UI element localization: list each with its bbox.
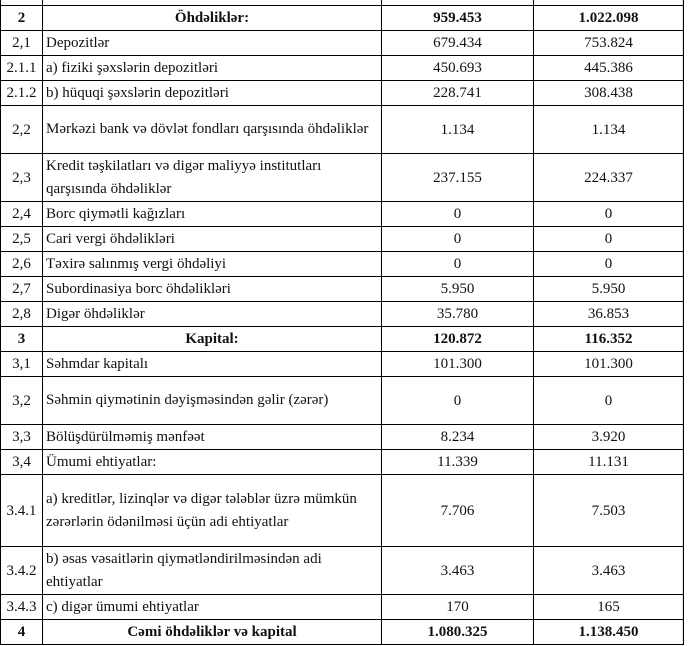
value-col1-cell[interactable]: 170	[382, 595, 534, 620]
row-label-cell[interactable]: a) kreditlər, lizinqlər və digər tələblər üzrə mümkün zərərlərin ödənilməsi üçün adi ehtiyatlar	[43, 475, 382, 547]
row-number-cell[interactable]: 2,7	[1, 277, 43, 302]
row-label-cell[interactable]: Bölüşdürülməmiş mənfəət	[43, 425, 382, 450]
value-col2-cell[interactable]: 5.950	[534, 277, 684, 302]
row-number-cell[interactable]: 2.1.2	[1, 81, 43, 106]
value-col1-cell[interactable]: 11.339	[382, 450, 534, 475]
value-col1-cell[interactable]: 450.693	[382, 56, 534, 81]
value-col1-cell[interactable]: 7.706	[382, 475, 534, 547]
row-number-cell[interactable]: 3.4.1	[1, 475, 43, 547]
row-label-cell[interactable]: Ümumi ehtiyatlar:	[43, 450, 382, 475]
value-col2-cell[interactable]: 0	[534, 252, 684, 277]
value-col2-cell[interactable]: 36.853	[534, 302, 684, 327]
table-row	[1, 450, 684, 475]
value-col1-cell[interactable]: 5.950	[382, 277, 534, 302]
value-col1-cell[interactable]: 0	[382, 202, 534, 227]
value-col2-cell[interactable]: 224.337	[534, 154, 684, 202]
row-number-cell[interactable]: 3,1	[1, 352, 43, 377]
table-row	[1, 202, 684, 227]
row-label-cell[interactable]: a) fiziki şəxslərin depozitləri	[43, 56, 382, 81]
table-row	[1, 595, 684, 620]
row-number-cell[interactable]: 2,4	[1, 202, 43, 227]
value-col1-cell[interactable]: 0	[382, 252, 534, 277]
table-row	[1, 425, 684, 450]
row-number-cell[interactable]: 2,6	[1, 252, 43, 277]
value-col2-cell[interactable]: 445.386	[534, 56, 684, 81]
row-label-cell[interactable]: Səhmin qiymətinin dəyişməsindən gəlir (zərər)	[43, 377, 382, 425]
table-row	[1, 277, 684, 302]
value-col1-cell[interactable]: 1.134	[382, 106, 534, 154]
row-label-cell[interactable]: c) digər ümumi ehtiyatlar	[43, 595, 382, 620]
value-col2-cell[interactable]: 753.824	[534, 31, 684, 56]
table-row	[1, 154, 684, 202]
value-col1-cell[interactable]: 8.234	[382, 425, 534, 450]
value-col2-cell[interactable]: 0	[534, 202, 684, 227]
row-label-cell[interactable]: b) əsas vəsaitlərin qiymətləndirilməsindən adi ehtiyatlar	[43, 547, 382, 595]
row-number-cell[interactable]: 2,5	[1, 227, 43, 252]
value-col2-cell[interactable]: 1.134	[534, 106, 684, 154]
table-row	[1, 327, 684, 352]
row-number-cell[interactable]: 4	[1, 620, 43, 645]
row-label-cell[interactable]: Kapital:	[43, 327, 382, 352]
value-col2-cell[interactable]: 1.138.450	[534, 620, 684, 645]
value-col2-cell[interactable]: 3.920	[534, 425, 684, 450]
row-label-cell[interactable]: Subordinasiya borc öhdəlikləri	[43, 277, 382, 302]
value-col1-cell[interactable]: 35.780	[382, 302, 534, 327]
value-col1-cell[interactable]: 120.872	[382, 327, 534, 352]
value-col2-cell[interactable]: 0	[534, 377, 684, 425]
table-row	[1, 620, 684, 645]
value-col2-cell[interactable]: 7.503	[534, 475, 684, 547]
row-label-cell[interactable]: Kredit təşkilatları və digər maliyyə institutları qarşısında öhdəliklər	[43, 154, 382, 202]
table-row	[1, 302, 684, 327]
value-col2-cell[interactable]: 1.022.098	[534, 6, 684, 31]
table-row	[1, 377, 684, 425]
value-col1-cell[interactable]: 679.434	[382, 31, 534, 56]
row-number-cell[interactable]: 2	[1, 6, 43, 31]
row-number-cell[interactable]: 3.4.3	[1, 595, 43, 620]
row-number-cell[interactable]: 3,4	[1, 450, 43, 475]
table-row	[1, 475, 684, 547]
row-label-cell[interactable]: Depozitlər	[43, 31, 382, 56]
table-row	[1, 56, 684, 81]
value-col2-cell[interactable]: 101.300	[534, 352, 684, 377]
table-row	[1, 81, 684, 106]
table-row	[1, 106, 684, 154]
row-number-cell[interactable]: 2,3	[1, 154, 43, 202]
value-col2-cell[interactable]: 0	[534, 227, 684, 252]
row-number-cell[interactable]: 2.1.1	[1, 56, 43, 81]
row-number-cell[interactable]: 2,1	[1, 31, 43, 56]
table-row	[1, 31, 684, 56]
value-col2-cell[interactable]: 11.131	[534, 450, 684, 475]
table-row	[1, 6, 684, 31]
row-label-cell[interactable]: b) hüquqi şəxslərin depozitləri	[43, 81, 382, 106]
value-col1-cell[interactable]: 1.080.325	[382, 620, 534, 645]
row-number-cell[interactable]: 2,2	[1, 106, 43, 154]
row-number-cell[interactable]: 3	[1, 327, 43, 352]
row-number-cell[interactable]: 3,3	[1, 425, 43, 450]
row-label-cell[interactable]: Cari vergi öhdəlikləri	[43, 227, 382, 252]
row-label-cell[interactable]: Digər öhdəliklər	[43, 302, 382, 327]
value-col1-cell[interactable]: 0	[382, 377, 534, 425]
table-body	[1, 0, 684, 645]
table-row	[1, 352, 684, 377]
value-col1-cell[interactable]: 101.300	[382, 352, 534, 377]
value-col1-cell[interactable]: 3.463	[382, 547, 534, 595]
value-col1-cell[interactable]: 228.741	[382, 81, 534, 106]
value-col2-cell[interactable]: 3.463	[534, 547, 684, 595]
value-col2-cell[interactable]: 116.352	[534, 327, 684, 352]
value-col2-cell[interactable]: 308.438	[534, 81, 684, 106]
table-row	[1, 227, 684, 252]
row-label-cell[interactable]: Cəmi öhdəliklər və kapital	[43, 620, 382, 645]
row-label-cell[interactable]: Təxirə salınmış vergi öhdəliyi	[43, 252, 382, 277]
table-row	[1, 252, 684, 277]
row-number-cell[interactable]: 3,2	[1, 377, 43, 425]
table-row	[1, 547, 684, 595]
row-label-cell[interactable]: Səhmdar kapitalı	[43, 352, 382, 377]
row-label-cell[interactable]: Öhdəliklər:	[43, 6, 382, 31]
value-col1-cell[interactable]: 0	[382, 227, 534, 252]
row-label-cell[interactable]: Borc qiymətli kağızları	[43, 202, 382, 227]
value-col1-cell[interactable]: 959.453	[382, 6, 534, 31]
value-col1-cell[interactable]: 237.155	[382, 154, 534, 202]
row-number-cell[interactable]: 2,8	[1, 302, 43, 327]
value-col2-cell[interactable]: 165	[534, 595, 684, 620]
row-label-cell[interactable]: Mərkəzi bank və dövlət fondları qarşısında öhdəliklər	[43, 106, 382, 154]
row-number-cell[interactable]: 3.4.2	[1, 547, 43, 595]
